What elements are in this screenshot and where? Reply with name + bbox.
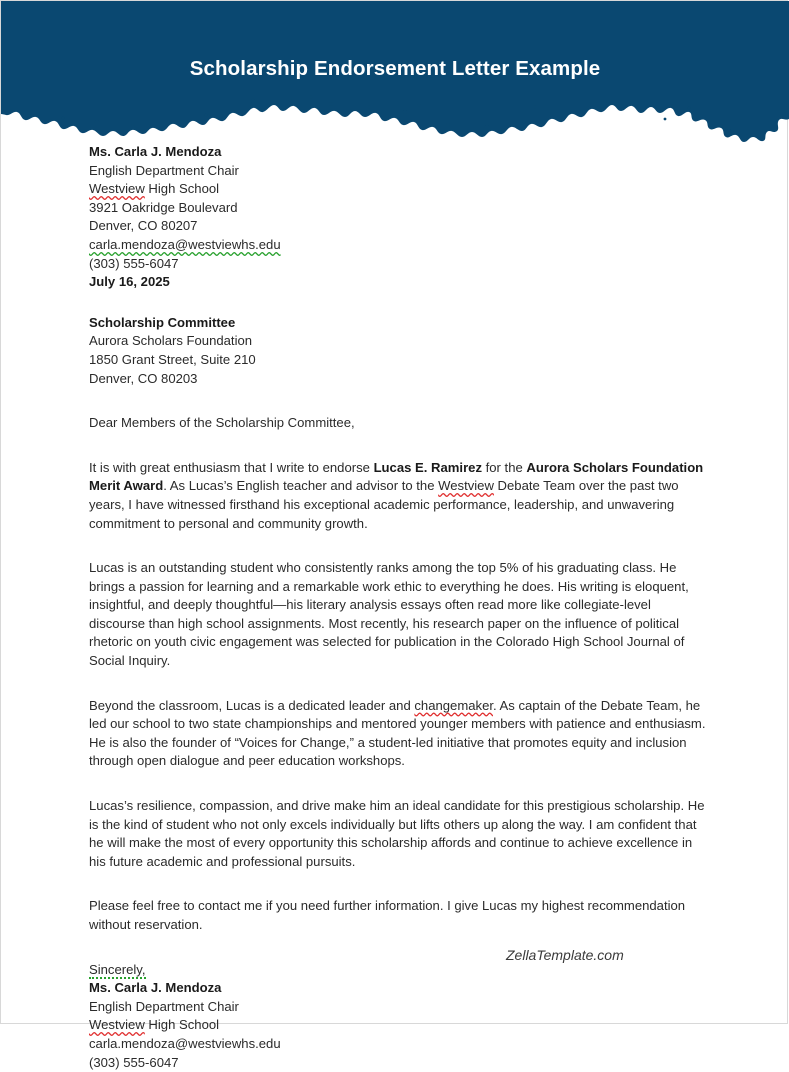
p1-segment-3: . As Lucas’s English teacher and advisor to the bbox=[163, 478, 439, 494]
sender-phone: (303) 555-6047 bbox=[89, 255, 179, 271]
sender-address-block bbox=[89, 143, 709, 292]
spacer-after-p3 bbox=[89, 771, 709, 797]
closing-school bbox=[89, 1016, 709, 1035]
sender-school-rest: High School bbox=[144, 181, 220, 197]
closing-job-title: English Department Chair bbox=[89, 998, 239, 1014]
closing-email: carla.mendoza@westviewhs.edu bbox=[89, 1035, 281, 1051]
p3-spellcheck-word-changemaker: changemaker bbox=[414, 697, 493, 713]
sender-city-state-zip: Denver, CO 80207 bbox=[89, 218, 198, 234]
spacer-after-p1 bbox=[89, 533, 709, 559]
body-paragraph-3 bbox=[89, 697, 709, 771]
letter-body bbox=[89, 143, 709, 1072]
closing-name: Ms. Carla J. Mendoza bbox=[89, 980, 222, 996]
watermark: ZellaTemplate.com bbox=[506, 947, 624, 963]
closing-phone: (303) 555-6047 bbox=[89, 1054, 179, 1070]
p3-segment-2: . As captain of the Debate Team, he led our school to two state championships and mentored younger members with patience and enthusiasm. He is also the founder of “Voices for Change,” a student-led initiative that promotes equity and inclusion through open dialogue and peer education workshops. bbox=[89, 697, 706, 769]
spacer-after-sender bbox=[89, 292, 709, 314]
p1-spellcheck-word-westview: Westview bbox=[438, 478, 494, 494]
recipient-city-state-zip: Denver, CO 80203 bbox=[89, 370, 198, 386]
p1-bold-award-name: Aurora Scholars Foundation Merit Award bbox=[89, 459, 704, 494]
sender-street: 3921 Oakridge Boulevard bbox=[89, 199, 238, 215]
p1-segment-4: Debate Team over the past two years, I have witnessed firsthand his exceptional academic performance, leadership, and unwavering commitment to personal and community growth. bbox=[89, 478, 679, 531]
sender-school bbox=[89, 180, 709, 199]
header-banner bbox=[1, 1, 789, 161]
body-paragraph-5: Please feel free to contact me if you need further information. I give Lucas my highest recommendation without reservation. bbox=[89, 898, 686, 932]
p3-segment-1: Beyond the classroom, Lucas is a dedicated leader and bbox=[89, 697, 415, 713]
closing-spellcheck-word-westview: Westview bbox=[89, 1017, 145, 1033]
salutation: Dear Members of the Scholarship Committee, bbox=[89, 415, 355, 431]
body-paragraph-4: Lucas’s resilience, compassion, and drive make him an ideal candidate for this prestigious scholarship. He is the kind of student who not only excels individually but lifts others up along the way. I am confident that he will make the most of every opportunity this scholarship affords and continue to achieve excellence in his future academic and professional pursuits. bbox=[89, 798, 705, 869]
sender-email bbox=[89, 236, 709, 255]
body-paragraph-2: Lucas is an outstanding student who consistently ranks among the top 5% of his graduating class. He brings a passion for learning and a remarkable work ethic to everything he does. His writing is eloquent, insightful, and deeply thoughtful—his literary analysis essays often read more like collegiate-level discourse than high school assignments. Most recently, his research paper on the influence of political rhetoric on youth civic engagement was selected for publication in the Colorado High School Journal of Social Inquiry. bbox=[89, 560, 689, 669]
sender-name: Ms. Carla J. Mendoza bbox=[89, 144, 222, 159]
page-title: Scholarship Endorsement Letter Example bbox=[189, 57, 601, 80]
spacer-after-salutation bbox=[89, 433, 709, 459]
spellcheck-word-westview: Westview bbox=[89, 181, 145, 197]
p1-bold-student-name: Lucas E. Ramirez bbox=[373, 459, 482, 475]
header-torn-edge-shape bbox=[1, 1, 789, 161]
sender-job-title: English Department Chair bbox=[89, 162, 239, 178]
p1-segment-1: It is with great enthusiasm that I write to endorse bbox=[89, 459, 374, 475]
sign-off bbox=[89, 961, 709, 980]
sign-off-text: Sincerely, bbox=[89, 961, 146, 977]
spacer-after-recipient bbox=[89, 388, 709, 414]
closing-school-rest: High School bbox=[144, 1017, 220, 1033]
letter-date: July 16, 2025 bbox=[89, 274, 170, 290]
recipient-name: Scholarship Committee bbox=[89, 314, 236, 330]
spacer-after-p2 bbox=[89, 671, 709, 697]
sender-email-text: carla.mendoza@westviewhs.edu bbox=[89, 236, 281, 252]
recipient-address-block bbox=[89, 314, 709, 388]
recipient-organization: Aurora Scholars Foundation bbox=[89, 333, 253, 349]
body-paragraph-1 bbox=[89, 459, 709, 533]
p1-segment-2: for the bbox=[482, 459, 527, 475]
closing-signature-block bbox=[89, 961, 709, 1072]
recipient-street: 1850 Grant Street, Suite 210 bbox=[89, 351, 256, 367]
spacer-after-p4 bbox=[89, 871, 709, 897]
